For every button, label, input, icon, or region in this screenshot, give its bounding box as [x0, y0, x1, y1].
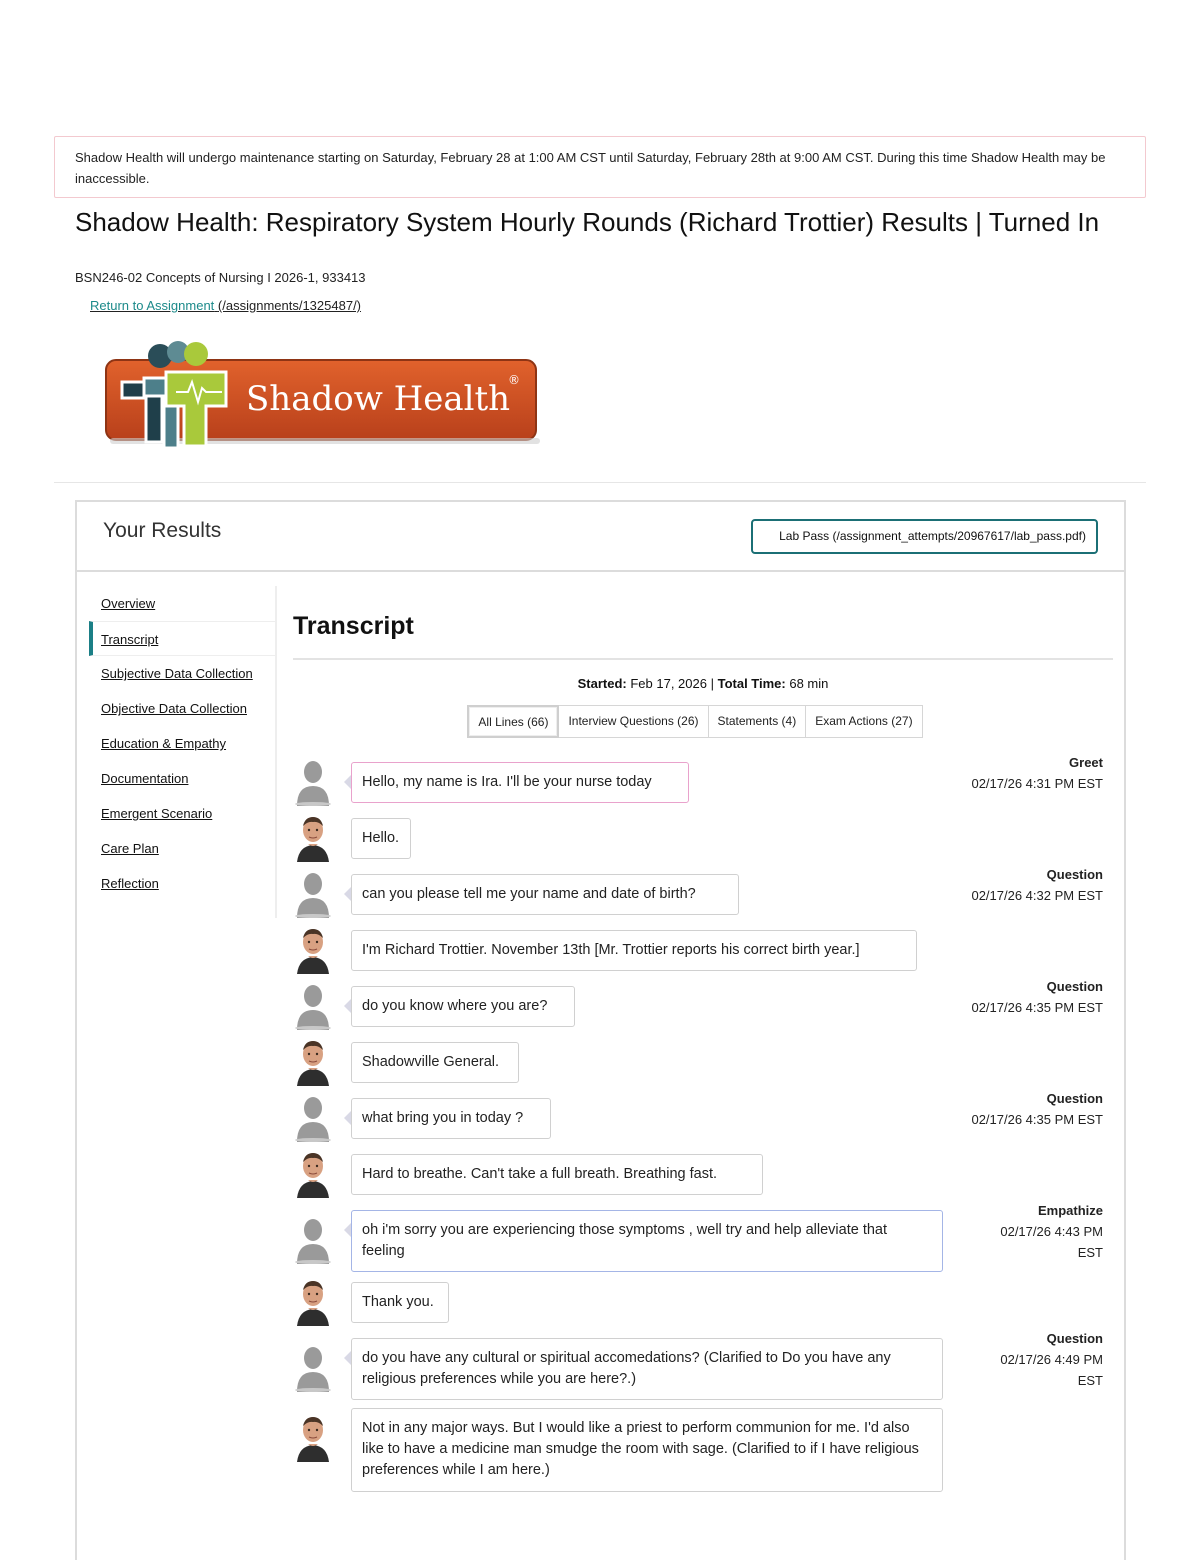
patient-avatar-icon [293, 814, 333, 862]
results-header [77, 502, 1124, 572]
patient-avatar-icon [293, 1038, 333, 1086]
message-time: 02/17/26 4:31 PM EST [971, 776, 1103, 791]
total-time-label: Total Time: [717, 676, 786, 691]
transcript-content [293, 586, 1113, 1478]
shadow-health-logo [100, 338, 542, 458]
sidebar-item-emergent-scenario[interactable]: Emergent Scenario [101, 806, 213, 821]
nurse-avatar-icon [293, 1094, 333, 1142]
return-to-assignment-link[interactable] [90, 298, 361, 313]
sidebar-item-education-empathy[interactable]: Education & Empathy [101, 736, 227, 751]
transcript-summary: Started: Feb 17, 2026 | Total Time: 68 min [577, 676, 829, 691]
maintenance-text: Shadow Health will undergo maintenance starting on Saturday, February 28 at 1:00 AM CST until Saturday, February 28th at 9:00 AM CST. During this time Shadow Health may be inaccessible. [75, 150, 1106, 186]
sidebar-item-objective-data-collection[interactable]: Objective Data Collection [101, 701, 247, 716]
nurse-avatar-icon [293, 1344, 333, 1392]
message-time: 02/17/26 4:35 PM EST [971, 1000, 1103, 1015]
results-sidebar [89, 586, 277, 918]
message-bubble: can you please tell me your name and date of birth? [351, 874, 739, 915]
maintenance-banner [54, 136, 1146, 198]
return-path: (/assignments/1325487/) [217, 298, 362, 313]
message-bubble: Hello. [351, 818, 411, 859]
tab-all-lines[interactable]: All Lines (66) [467, 705, 559, 738]
page-title: Shadow Health: Respiratory System Hourly Rounds (Richard Trottier) Results | Turned In [75, 207, 1100, 237]
message-meta [971, 976, 1103, 1018]
patient-avatar-icon [293, 1150, 333, 1198]
return-label: Return to Assignment [90, 298, 215, 313]
sidebar-item-transcript[interactable]: Transcript [89, 621, 275, 656]
total-time-value: 68 min [789, 676, 829, 691]
message-category: Question [1046, 1091, 1103, 1106]
message-category: Question [1046, 867, 1103, 882]
results-panel [75, 500, 1126, 1560]
message-category: Question [1046, 979, 1103, 994]
transcript-title: Transcript [293, 612, 414, 640]
message-bubble: Shadowville General. [351, 1042, 519, 1083]
message-bubble: oh i'm sorry you are experiencing those symptoms , well try and help alleviate that feeling [351, 1210, 943, 1272]
transcript-divider [293, 658, 1113, 660]
message-time: 02/17/26 4:32 PM EST [971, 888, 1103, 903]
message-time: 02/17/26 4:43 PM [1000, 1224, 1103, 1239]
tab-exam-actions[interactable]: Exam Actions (27) [806, 705, 922, 738]
message-bubble: Hello, my name is Ira. I'll be your nurse today [351, 762, 689, 803]
message-meta [971, 1088, 1103, 1130]
nurse-avatar-icon [293, 870, 333, 918]
message-category: Empathize [1037, 1203, 1103, 1218]
message-time: 02/17/26 4:35 PM EST [971, 1112, 1103, 1127]
sidebar-item-care-plan[interactable]: Care Plan [101, 841, 159, 856]
divider [54, 482, 1146, 483]
patient-avatar-icon [293, 1414, 333, 1462]
patient-avatar-icon [293, 926, 333, 974]
message-time: 02/17/26 4:49 PM [1000, 1352, 1103, 1367]
message-category: Greet [1069, 755, 1103, 770]
started-value: Feb 17, 2026 [630, 676, 707, 691]
message-bubble: Not in any major ways. But I would like a priest to perform communion for me. I'd also like to have a medicine man smudge the room with sage. (Clarified to if I have religious preferences while I am here.) [351, 1408, 943, 1492]
message-bubble: what bring you in today ? [351, 1098, 551, 1139]
message-bubble: I'm Richard Trottier. November 13th [Mr. Trottier reports his correct birth year.] [351, 930, 917, 971]
message-bubble: do you know where you are? [351, 986, 575, 1027]
patient-avatar-icon [293, 1278, 333, 1326]
course-name: BSN246-02 Concepts of Nursing I 2026-1, 933413 [75, 270, 366, 285]
message-meta [971, 752, 1103, 794]
tab-interview-questions[interactable]: Interview Questions (26) [559, 705, 708, 738]
message-meta [1000, 1200, 1103, 1263]
message-meta [1000, 1328, 1103, 1391]
your-results-heading: Your Results [103, 519, 222, 542]
message-time-zone: EST [1077, 1373, 1103, 1388]
logo-text: Shadow Health [246, 379, 511, 419]
tab-statements[interactable]: Statements (4) [709, 705, 807, 738]
started-label: Started: [577, 676, 627, 691]
message-bubble: Thank you. [351, 1282, 449, 1323]
logo-registered: ® [508, 373, 520, 387]
sidebar-item-reflection[interactable]: Reflection [101, 876, 159, 891]
lab-pass-button[interactable]: Lab Pass (/assignment_attempts/20967617/lab_pass.pdf) [751, 519, 1098, 554]
message-category: Question [1046, 1331, 1103, 1346]
message-time-zone: EST [1077, 1245, 1103, 1260]
sidebar-item-documentation[interactable]: Documentation [101, 771, 189, 786]
transcript-filter-tabs [277, 705, 1113, 738]
nurse-avatar-icon [293, 982, 333, 1030]
message-bubble: do you have any cultural or spiritual accomedations? (Clarified to Do you have any religious preferences while you are here?.) [351, 1338, 943, 1400]
sidebar-item-overview[interactable]: Overview [101, 596, 156, 611]
sidebar-item-subjective-data-collection[interactable]: Subjective Data Collection [101, 666, 253, 681]
transcript-messages [293, 755, 1113, 1522]
message-bubble: Hard to breathe. Can't take a full breath. Breathing fast. [351, 1154, 763, 1195]
nurse-avatar-icon [293, 758, 333, 806]
logo-graphic [100, 338, 542, 458]
nurse-avatar-icon [293, 1216, 333, 1264]
message-meta [971, 864, 1103, 906]
